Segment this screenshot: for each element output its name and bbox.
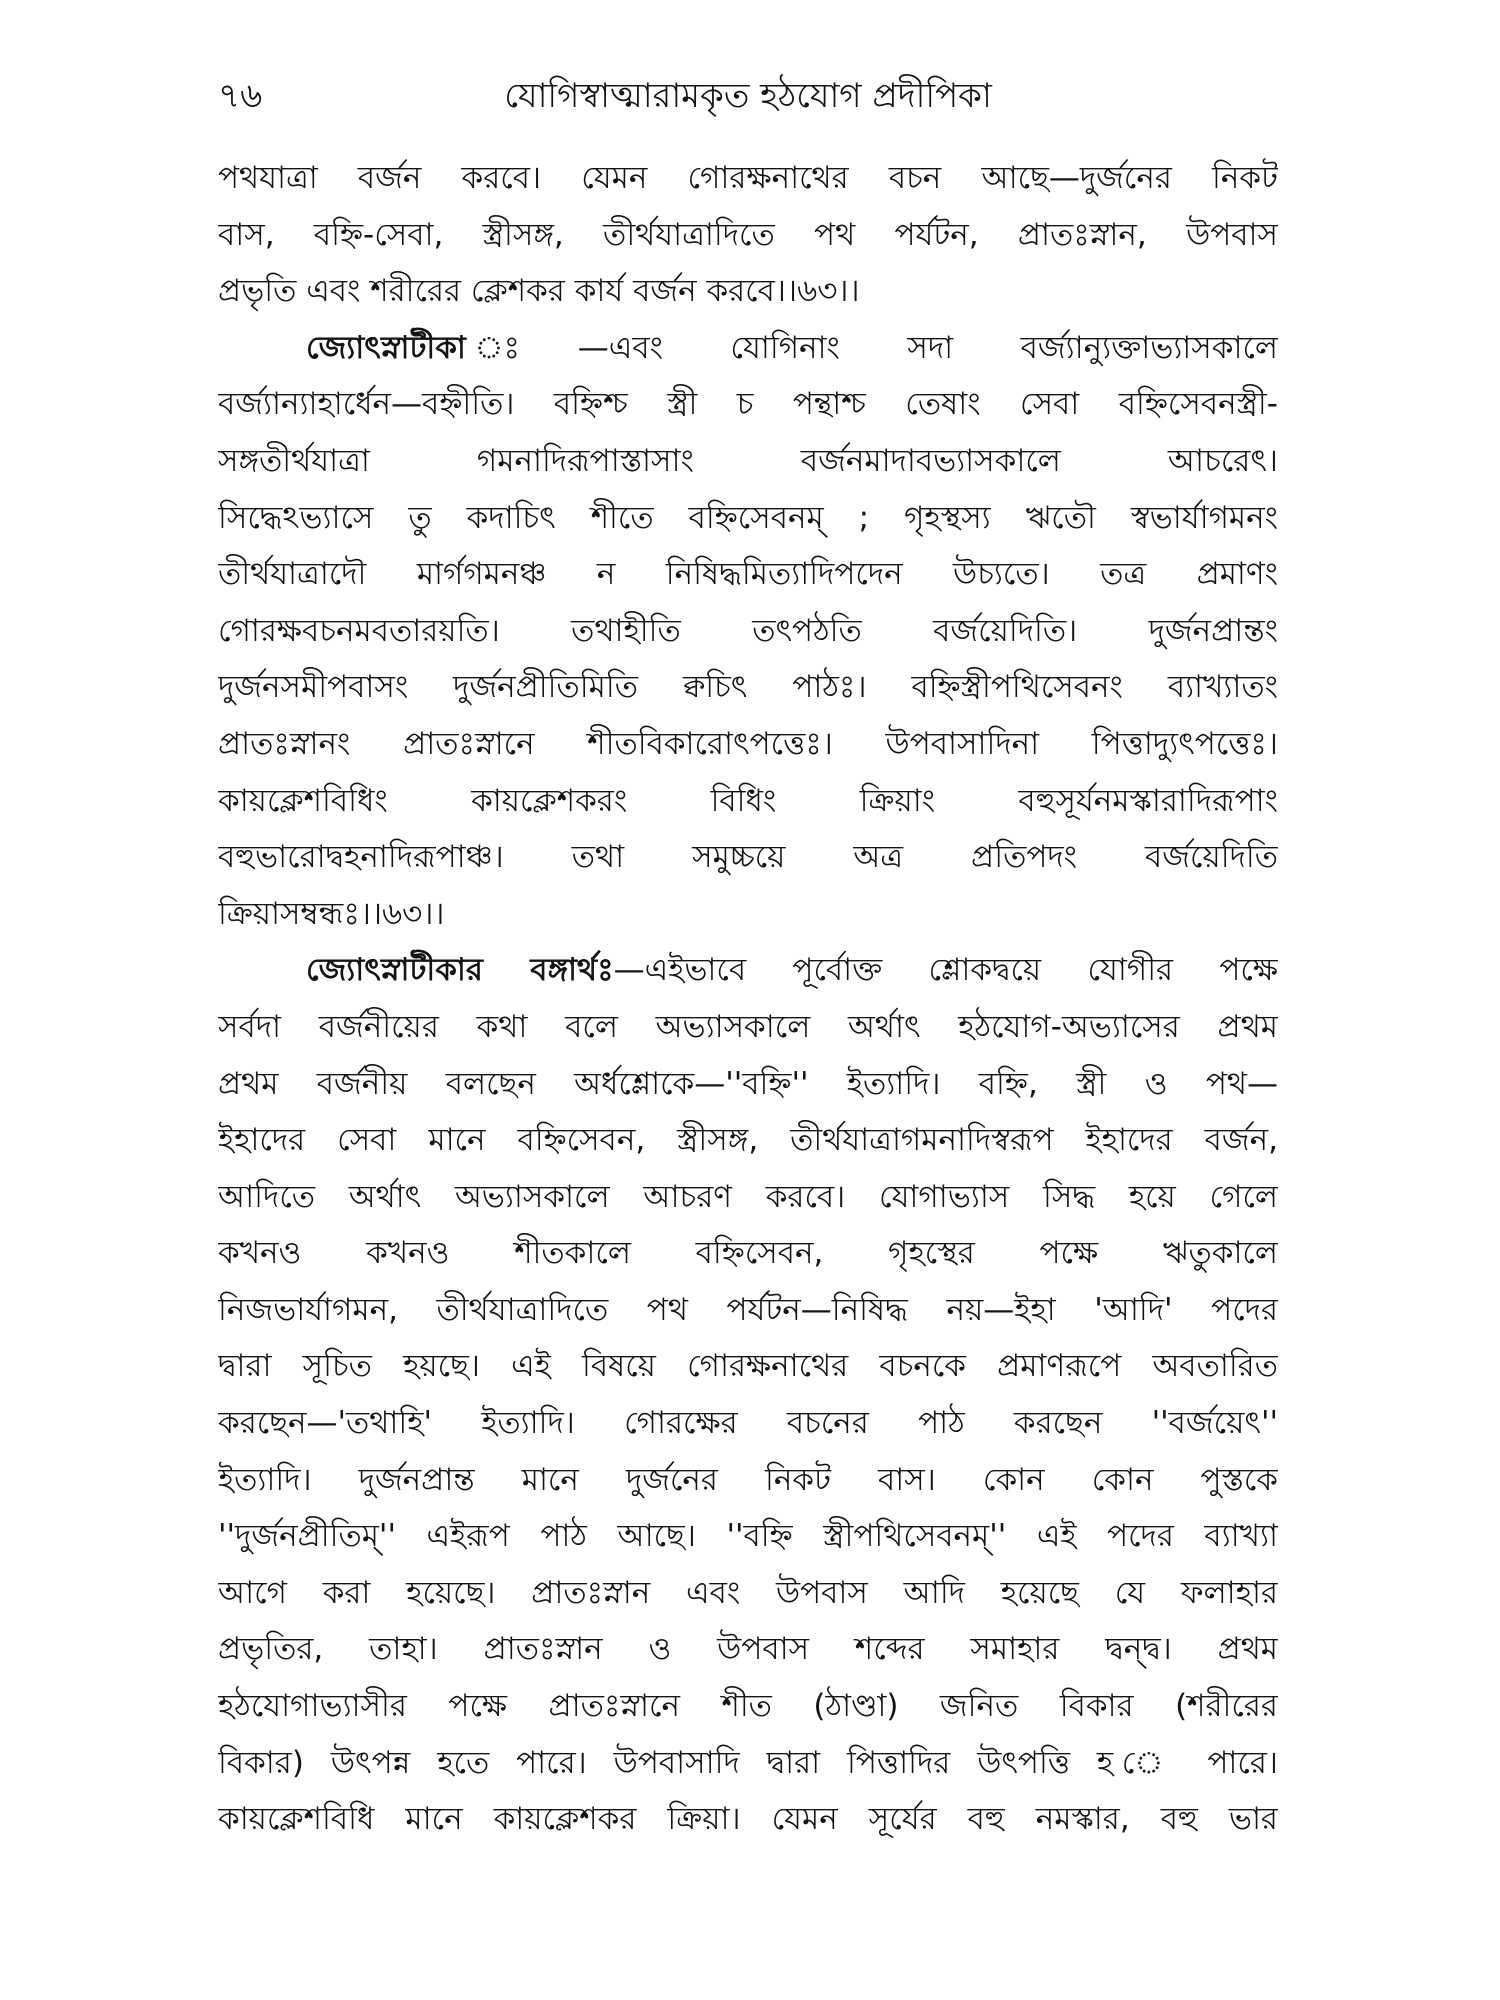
text-line: ''দুর্জনপ্রীতিম্'' এইরূপ পাঠ আছে। ''বহ্নি স্ত্রীপথিসেবনম্'' এই পদের ব্যাখ্যা	[218, 1518, 1278, 1555]
text-line: কখনও কখনও শীতকালে বহ্নিসেবন, গৃহস্থের পক্ষে ঋতুকালে	[218, 1235, 1278, 1272]
translation-text: —এইভাবে পূর্বোক্ত শ্লোকদ্বয়ে যোগীর পক্ষে	[613, 952, 1278, 989]
text-line: দুর্জনসমীপবাসং দুর্জনপ্রীতিমিতি ক্বচিৎ পাঠঃ। বহ্নিস্ত্রীপথিসেবনং ব্যাখ্যাতং	[218, 669, 1278, 706]
text-line: আদিতে অর্থাৎ অভ্যাসকালে আচরণ করবে। যোগাভ্যাস সিদ্ধ হয়ে গেলে	[218, 1178, 1278, 1215]
text-line: সঙ্গতীর্থযাত্রা গমনাদিরূপাস্তাসাং বর্জনমাদাবভ্যাসকালে আচরেৎ।	[218, 442, 1278, 479]
text-line: কায়ক্লেশবিধি মানে কায়ক্লেশকর ক্রিয়া। যেমন সূর্যের বহু নমস্কার, বহু ভার	[218, 1801, 1278, 1838]
text-line: বাস, বহ্নি-সেবা, স্ত্রীসঙ্গ, তীর্থযাত্রাদিতে পথ পর্যটন, প্রাতঃস্নান, উপবাস	[218, 216, 1278, 253]
text-line: ক্রিয়াসম্বন্ধঃ।।৬৩।।	[218, 895, 445, 932]
commentary-text: ঃ—এবং যোগিনাং সদা বর্জ্যান্যুক্তাভ্যাসকালে	[577, 329, 1278, 366]
text-line: প্রভৃতির, তাহা। প্রাতঃস্নান ও উপবাস শব্দের সমাহার দ্বন্দ্ব। প্রথম	[218, 1631, 1278, 1668]
running-title: যোগিস্বাত্মারামকৃত হঠযোগ প্রদীপিকা	[504, 76, 992, 116]
text-line	[218, 320, 1278, 377]
text-line: সর্বদা বর্জনীয়ের কথা বলে অভ্যাসকালে অর্থাৎ হঠযোগ-অভ্যাসের প্রথম	[218, 1008, 1278, 1045]
text-line	[218, 942, 1278, 999]
commentary-heading: জ্যোৎস্নাটীকা	[306, 329, 466, 366]
text-line: ইত্যাদি। দুর্জনপ্রান্ত মানে দুর্জনের নিকট বাস। কোন কোন পুস্তকে	[218, 1461, 1278, 1498]
text-line: বর্জ্যান্যাহার্ধেন—বহ্নীতি। বহ্নিশ্চ স্ত্রী চ পন্থাশ্চ তেষাং সেবা বহ্নিসেবনস্ত্রী-	[218, 386, 1278, 423]
text-line: বহুভারোদ্বহনাদিরূপাঞ্চ। তথা সমুচ্চয়ে অত্র প্রতিপদং বর্জয়েদিতি	[218, 839, 1278, 876]
text-line: তীর্থযাত্রাদৌ মার্গগমনঞ্চ ন নিষিদ্ধমিত্যাদিপদেন উচ্যতে। তত্র প্রমাণং	[218, 556, 1278, 593]
text-line: বিকার) উৎপন্ন হতে পারে। উপবাসাদি দ্বারা পিত্তাদির উৎপত্তি হ ে পারে।	[218, 1744, 1278, 1781]
text-line: নিজভার্যাগমন, তীর্থযাত্রাদিতে পথ পর্যটন—নিষিদ্ধ নয়—ইহা 'আদি' পদের	[218, 1291, 1278, 1328]
text-line: প্রথম বর্জনীয় বলছেন অর্ধশ্লোকে—''বহ্নি'' ইত্যাদি। বহ্নি, স্ত্রী ও পথ—	[218, 1065, 1278, 1102]
text-line: প্রাতঃস্নানং প্রাতঃস্নানে শীতবিকারোৎপত্তেঃ। উপবাসাদিনা পিত্তাদ্যুৎপত্তেঃ।	[218, 725, 1278, 762]
text-line: প্রভৃতি এবং শরীরের ক্লেশকর কার্য বর্জন করবে।।৬৩।।	[218, 273, 860, 310]
text-line: দ্বারা সূচিত হয়ছে। এই বিষয়ে গোরক্ষনাথের বচনকে প্রমাণরূপে অবতারিত	[218, 1348, 1278, 1385]
translation-heading: জ্যোৎস্নাটীকার বঙ্গার্থঃ	[306, 952, 614, 989]
text-line: আগে করা হয়েছে। প্রাতঃস্নান এবং উপবাস আদি হয়েছে যে ফলাহার	[218, 1574, 1278, 1611]
page-number: ৭৬	[218, 76, 263, 116]
text-line: হঠযোগাভ্যাসীর পক্ষে প্রাতঃস্নানে শীত (ঠাণ্ডা) জনিত বিকার (শরীরের	[218, 1688, 1278, 1725]
text-line: সিদ্ধেঽভ্যাসে তু কদাচিৎ শীতে বহ্নিসেবনম্ ; গৃহস্থস্য ঋতৌ স্বভার্যাগমনং	[218, 499, 1278, 536]
body-text	[218, 150, 1278, 1848]
page-header	[218, 66, 1278, 126]
text-line: কায়ক্লেশবিধিং কায়ক্লেশকরং বিধিং ক্রিয়াং বহুসূর্যনমস্কারাদিরূপাং	[218, 782, 1278, 819]
text-line: করছেন—'তথাহি' ইত্যাদি। গোরক্ষের বচনের পাঠ করছেন ''বর্জয়েৎ''	[218, 1405, 1278, 1442]
text-line: পথযাত্রা বর্জন করবে। যেমন গোরক্ষনাথের বচন আছে—দুর্জনের নিকট	[218, 160, 1278, 196]
text-line: গোরক্ষবচনমবতারয়তি। তথাহীতি তৎপঠতি বর্জয়েদিতি। দুর্জনপ্রান্তং	[218, 612, 1278, 649]
text-line: ইহাদের সেবা মানে বহ্নিসেবন, স্ত্রীসঙ্গ, তীর্থযাত্রাগমনাদিস্বরূপ ইহাদের বর্জন,	[218, 1122, 1278, 1159]
